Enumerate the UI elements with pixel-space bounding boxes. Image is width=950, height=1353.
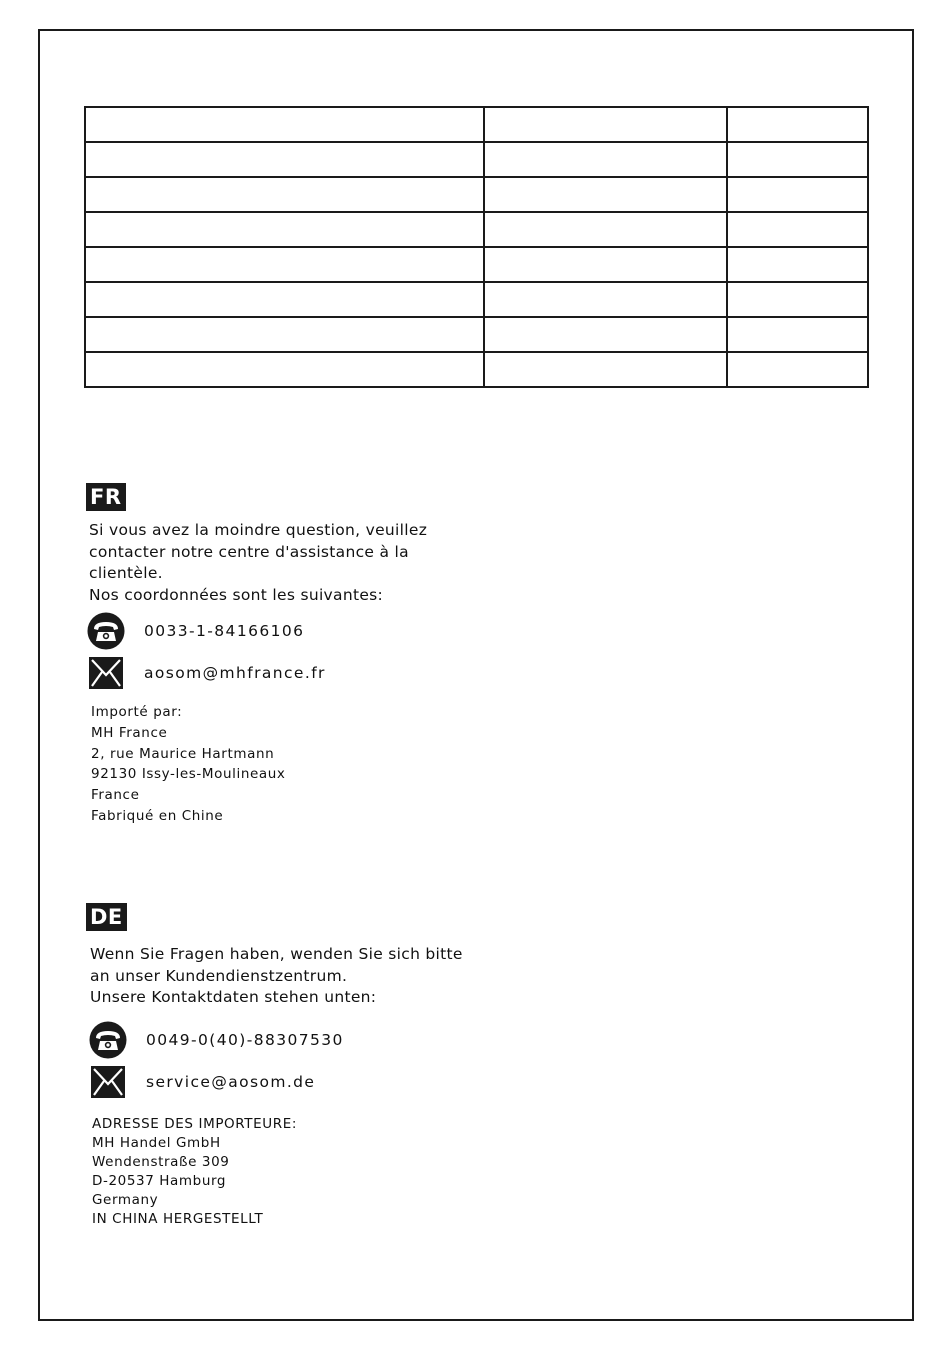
table-cell: [727, 107, 868, 142]
table-cell: [484, 317, 727, 352]
fr-intro-line: Nos coordonnées sont les suivantes:: [89, 585, 384, 604]
de-contact-section: [86, 903, 526, 1229]
table-row: [85, 247, 868, 282]
fr-address-line: Fabriqué en Chine: [91, 807, 224, 824]
table-cell: [727, 282, 868, 317]
table-row: [85, 317, 868, 352]
fr-address-line: 2, rue Maurice Hartmann: [91, 745, 275, 762]
de-language-badge: DE: [86, 903, 127, 931]
fr-intro-line: contacter notre centre d'assistance à la: [89, 542, 409, 561]
table-cell: [484, 352, 727, 387]
de-intro-line: an unser Kundendienstzentrum.: [90, 966, 348, 985]
fr-email-row: [86, 654, 506, 692]
fr-contact-section: [86, 483, 506, 827]
fr-language-badge: FR: [86, 483, 126, 511]
fr-phone-number[interactable]: 0033-1-84166106: [144, 622, 305, 640]
fr-address-line: MH France: [91, 724, 168, 741]
table-row: [85, 107, 868, 142]
table-row: [85, 282, 868, 317]
table-cell: [85, 177, 484, 212]
table-row: [85, 212, 868, 247]
de-address-line: Wendenstraße 309: [92, 1153, 230, 1170]
telephone-icon: [88, 1021, 128, 1059]
de-address-line: ADRESSE DES IMPORTEURE:: [92, 1115, 297, 1132]
fr-address-line: France: [91, 787, 140, 804]
fr-address-line: Importé par:: [91, 704, 183, 720]
table-cell: [484, 142, 727, 177]
table-cell: [484, 177, 727, 212]
fr-intro-line: Si vous avez la moindre question, veuillez: [89, 521, 428, 539]
fr-address-line: 92130 Issy-les-Moulineaux: [91, 766, 286, 783]
envelope-icon: [88, 1063, 128, 1101]
table-cell: [727, 247, 868, 282]
blank-parts-table: [84, 106, 869, 388]
de-phone-row: [86, 1021, 526, 1059]
table-row: [85, 142, 868, 177]
fr-email-address[interactable]: aosom@mhfrance.fr: [144, 664, 326, 682]
table-cell: [484, 247, 727, 282]
de-address-line: Germany: [92, 1191, 159, 1208]
de-intro-line: Unsere Kontaktdaten stehen unten:: [90, 988, 377, 1006]
table-cell: [727, 352, 868, 387]
table-cell: [727, 212, 868, 247]
table-row: [85, 177, 868, 212]
table-cell: [85, 247, 484, 282]
envelope-icon: [86, 654, 126, 692]
table-cell: [85, 107, 484, 142]
table-cell: [484, 212, 727, 247]
table-cell: [484, 282, 727, 317]
table-cell: [85, 212, 484, 247]
de-intro-text: [86, 944, 526, 1009]
table-cell: [85, 352, 484, 387]
de-address-line: IN CHINA HERGESTELLT: [92, 1210, 264, 1227]
fr-intro-text: [86, 520, 506, 606]
de-importer-address: [86, 1115, 526, 1229]
table-cell: [727, 317, 868, 352]
de-email-address[interactable]: service@aosom.de: [146, 1072, 316, 1091]
table-cell: [85, 142, 484, 177]
table-row: [85, 352, 868, 387]
telephone-icon: [86, 612, 126, 650]
de-intro-line: Wenn Sie Fragen haben, wenden Sie sich bitte: [90, 945, 463, 963]
table-cell: [85, 317, 484, 352]
table-cell: [727, 142, 868, 177]
de-email-row: [86, 1063, 526, 1101]
fr-intro-line: clientèle.: [89, 564, 163, 582]
table-cell: [85, 282, 484, 317]
de-address-line: D-20537 Hamburg: [92, 1172, 227, 1189]
fr-importer-address: [86, 702, 506, 827]
de-address-line: MH Handel GmbH: [92, 1134, 221, 1151]
table-cell: [727, 177, 868, 212]
table-cell: [484, 107, 727, 142]
de-phone-number[interactable]: 0049-0(40)-88307530: [146, 1030, 344, 1049]
fr-phone-row: [86, 612, 506, 650]
